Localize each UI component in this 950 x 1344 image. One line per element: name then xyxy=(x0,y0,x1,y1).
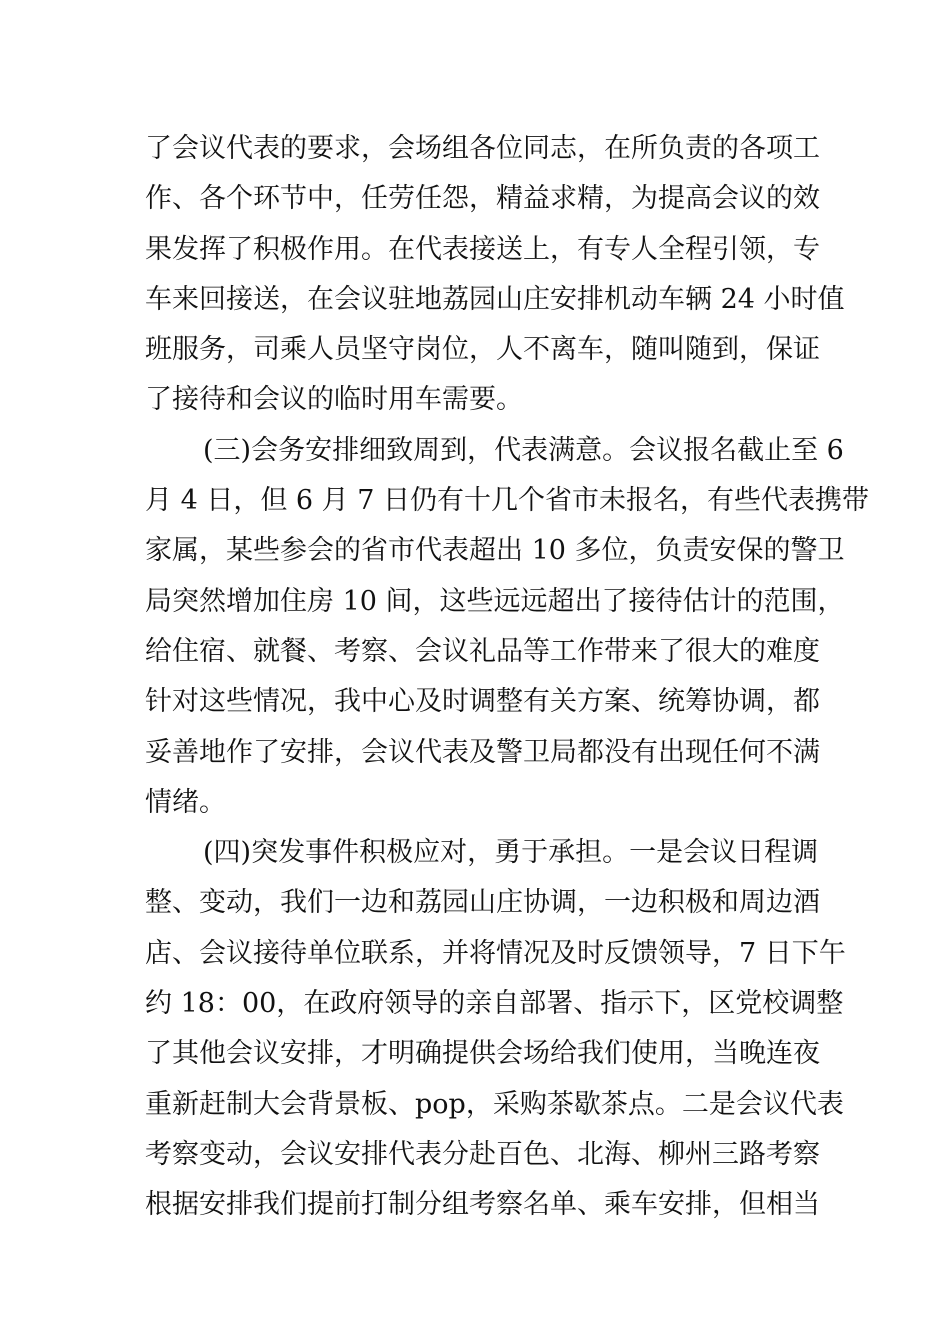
text-line: 了接待和会议的临时用车需要。 xyxy=(145,384,523,416)
text-line: 家属，某些参会的省市代表超出 10 多位，负责安保的警卫 xyxy=(145,535,845,567)
text-line: 妥善地作了安排，会议代表及警卫局都没有出现任何不满 xyxy=(145,736,820,768)
text-line: 月 4 日，但 6 月 7 日仍有十几个省市未报名，有些代表携带 xyxy=(145,485,870,517)
text-line: 情绪。 xyxy=(145,786,226,818)
text-line: 果发挥了积极作用。在代表接送上，有专人全程引领，专 xyxy=(145,233,820,265)
text-line: 重新赶制大会背景板、pop，采购茶歇茶点。二是会议代表 xyxy=(145,1088,844,1120)
text-line: 约 18：00，在政府领导的亲自部署、指示下，区党校调整 xyxy=(145,988,844,1020)
text-line: 针对这些情况，我中心及时调整有关方案、统筹协调，都 xyxy=(145,686,820,718)
paragraph-start-line: (四)突发事件积极应对，勇于承担。一是会议日程调 xyxy=(203,837,819,869)
text-line: 给住宿、就餐、考察、会议礼品等工作带来了很大的难度 xyxy=(145,635,820,667)
text-line: 班服务，司乘人员坚守岗位，人不离车，随叫随到，保证 xyxy=(145,334,820,366)
text-line: 整、变动，我们一边和荔园山庄协调，一边积极和周边酒 xyxy=(145,887,820,919)
text-line: 车来回接送，在会议驻地荔园山庄安排机动车辆 24 小时值 xyxy=(145,283,845,315)
text-line: 考察变动，会议安排代表分赴百色、北海、柳州三路考察 xyxy=(145,1138,820,1170)
text-line: 作、各个环节中，任劳任怨，精益求精，为提高会议的效 xyxy=(145,183,820,215)
text-line: 局突然增加住房 10 间，这些远远超出了接待估计的范围， xyxy=(145,585,845,617)
paragraph-start-line: (三)会务安排细致周到，代表满意。会议报名截止至 6 xyxy=(203,434,844,466)
text-line: 店、会议接待单位联系，并将情况及时反馈领导，7 日下午 xyxy=(145,937,846,969)
body-text xyxy=(145,124,870,1231)
text-line: 根据安排我们提前打制分组考察名单、乘车安排，但相当 xyxy=(145,1189,820,1221)
text-line: 了会议代表的要求，会场组各位同志，在所负责的各项工 xyxy=(145,133,820,164)
text-line: 了其他会议安排，才明确提供会场给我们使用，当晚连夜 xyxy=(145,1038,820,1070)
